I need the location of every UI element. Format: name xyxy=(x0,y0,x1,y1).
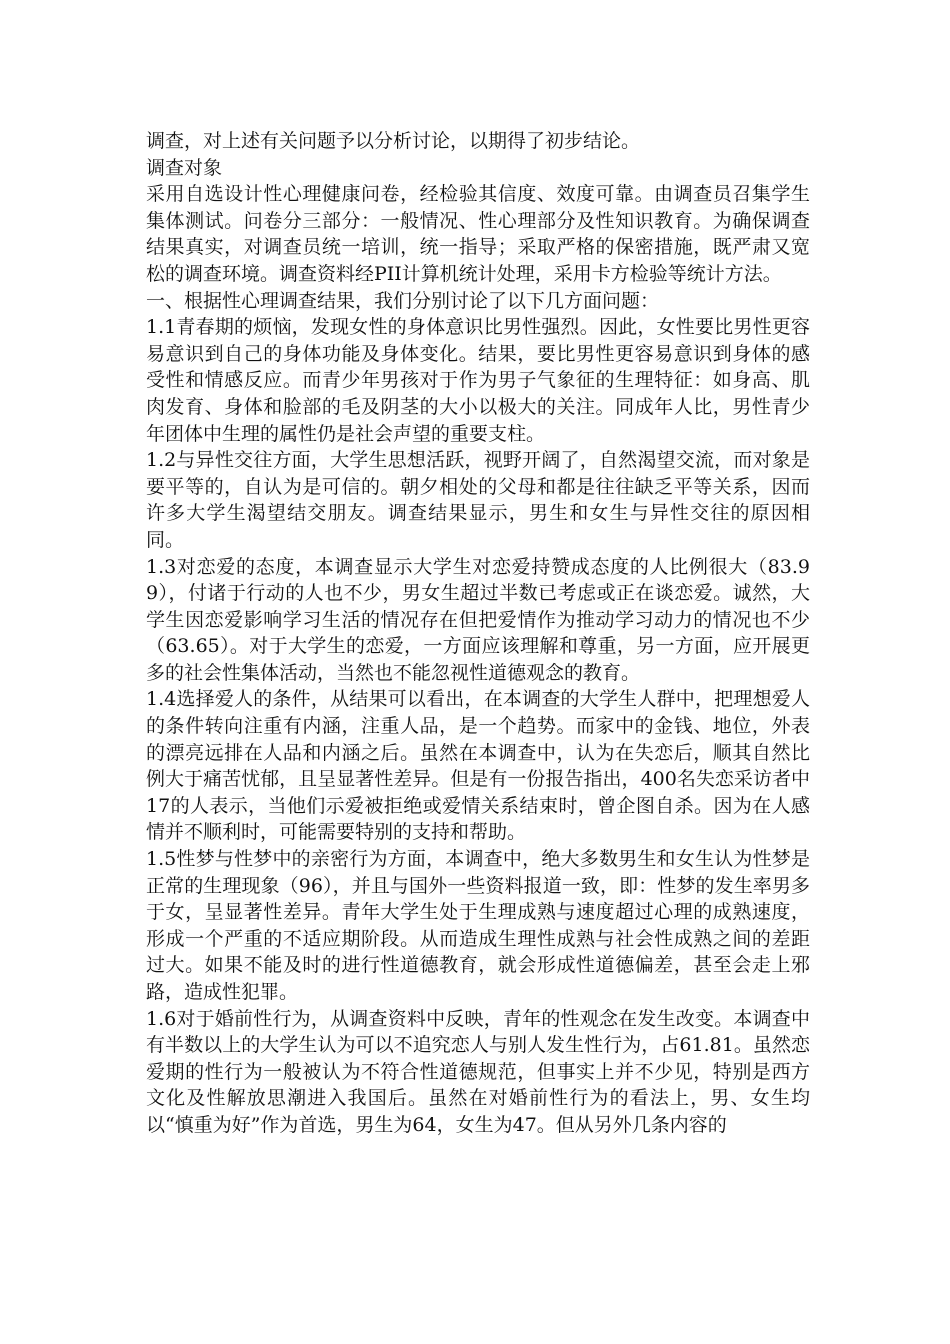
paragraph-1-1: 1.1青春期的烦恼，发现女性的身体意识比男性强烈。因此，女性要比男性更容易意识到自己的身体功能及身体变化。结果，要比男性更容易意识到身体的感受性和情感反应。而青少年男孩对于作为男子气象征的生理特征：如身高、肌肉发育、身体和脸部的毛及阴茎的大小以极大的关注。同成年人比，男性青少年团体中生理的属性仍是社会声望的重要支柱。 xyxy=(146,316,810,445)
document-body xyxy=(146,128,810,1139)
section-heading-survey-subjects: 调查对象 xyxy=(146,156,223,179)
paragraph-intro-fragment: 调查，对上述有关问题予以分析讨论，以期得了初步结论。 xyxy=(146,130,641,152)
section-heading-results: 一、根据性心理调查结果，我们分别讨论了以下几方面问题： xyxy=(146,289,660,312)
paragraph-1-6: 1.6对于婚前性行为，从调查资料中反映，青年的性观念在发生改变。本调查中有半数以上的大学生认为可以不追究恋人与别人发生性行为，占61.81。虽然恋爱期的性行为一般被认为不符合性道德规范，但事实上并不少见，特别是西方文化及性解放思潮进入我国后。虽然在对婚前性行为的看法上，男、女生均以“慎重为好”作为首选，男生为64，女生为47。但从另外几条内容的 xyxy=(146,1007,810,1136)
paragraph-1-2: 1.2与异性交往方面，大学生思想活跃，视野开阔了，自然渴望交流，而对象是要平等的，自认为是可信的。朝夕相处的父母和都是往往缺乏平等关系，因而许多大学生渴望结交朋友。调查结果显示，男生和女生与异性交往的原因相同。 xyxy=(146,449,810,551)
paragraph-1-4: 1.4选择爱人的条件，从结果可以看出，在本调查的大学生人群中，把理想爱人的条件转向注重有内涵，注重人品，是一个趋势。而家中的金钱、地位，外表的漂亮远排在人品和内涵之后。虽然在本调查中，认为在失恋后，顺其自然比例大于痛苦忧郁，且呈显著性差异。但是有一份报告指出，400名失恋采访者中17的人表示，当他们示爱被拒绝或爱情关系结束时，曾企图自杀。因为在人感情并不顺利时，可能需要特别的支持和帮助。 xyxy=(146,688,810,844)
paragraph-methods: 采用自选设计性心理健康问卷，经检验其信度、效度可靠。由调查员召集学生集体测试。问卷分三部分：一般情况、性心理部分及性知识教育。为确保调查结果真实，对调查员统一培训，统一指导；采取严格的保密措施，既严肃又宽松的调查环境。调查资料经PII计算机统计处理，采用卡方检验等统计方法。 xyxy=(146,183,810,285)
paragraph-1-5: 1.5性梦与性梦中的亲密行为方面，本调查中，绝大多数男生和女生认为性梦是正常的生理现象（96），并且与国外一些资料报道一致，即：性梦的发生率男多于女，呈显著性差异。青年大学生处于生理成熟与速度超过心理的成熟速度，形成一个严重的不适应期阶段。从而造成生理性成熟与社会性成熟之间的差距过大。如果不能及时的进行性道德教育，就会形成性道德偏差，甚至会走上邪路，造成性犯罪。 xyxy=(146,848,810,1003)
paragraph-1-3: 1.3对恋爱的态度，本调查显示大学生对恋爱持赞成态度的人比例很大（83.99），付诸于行动的人也不少，男女生超过半数已考虑或正在谈恋爱。诚然，大学生因恋爱影响学习生活的情况存在但把爱情作为推动学习动力的情况也不少（63.65）。对于大学生的恋爱，一方面应该理解和尊重，另一方面，应开展更多的社会性集体活动，当然也不能忽视性道德观念的教育。 xyxy=(146,555,810,684)
